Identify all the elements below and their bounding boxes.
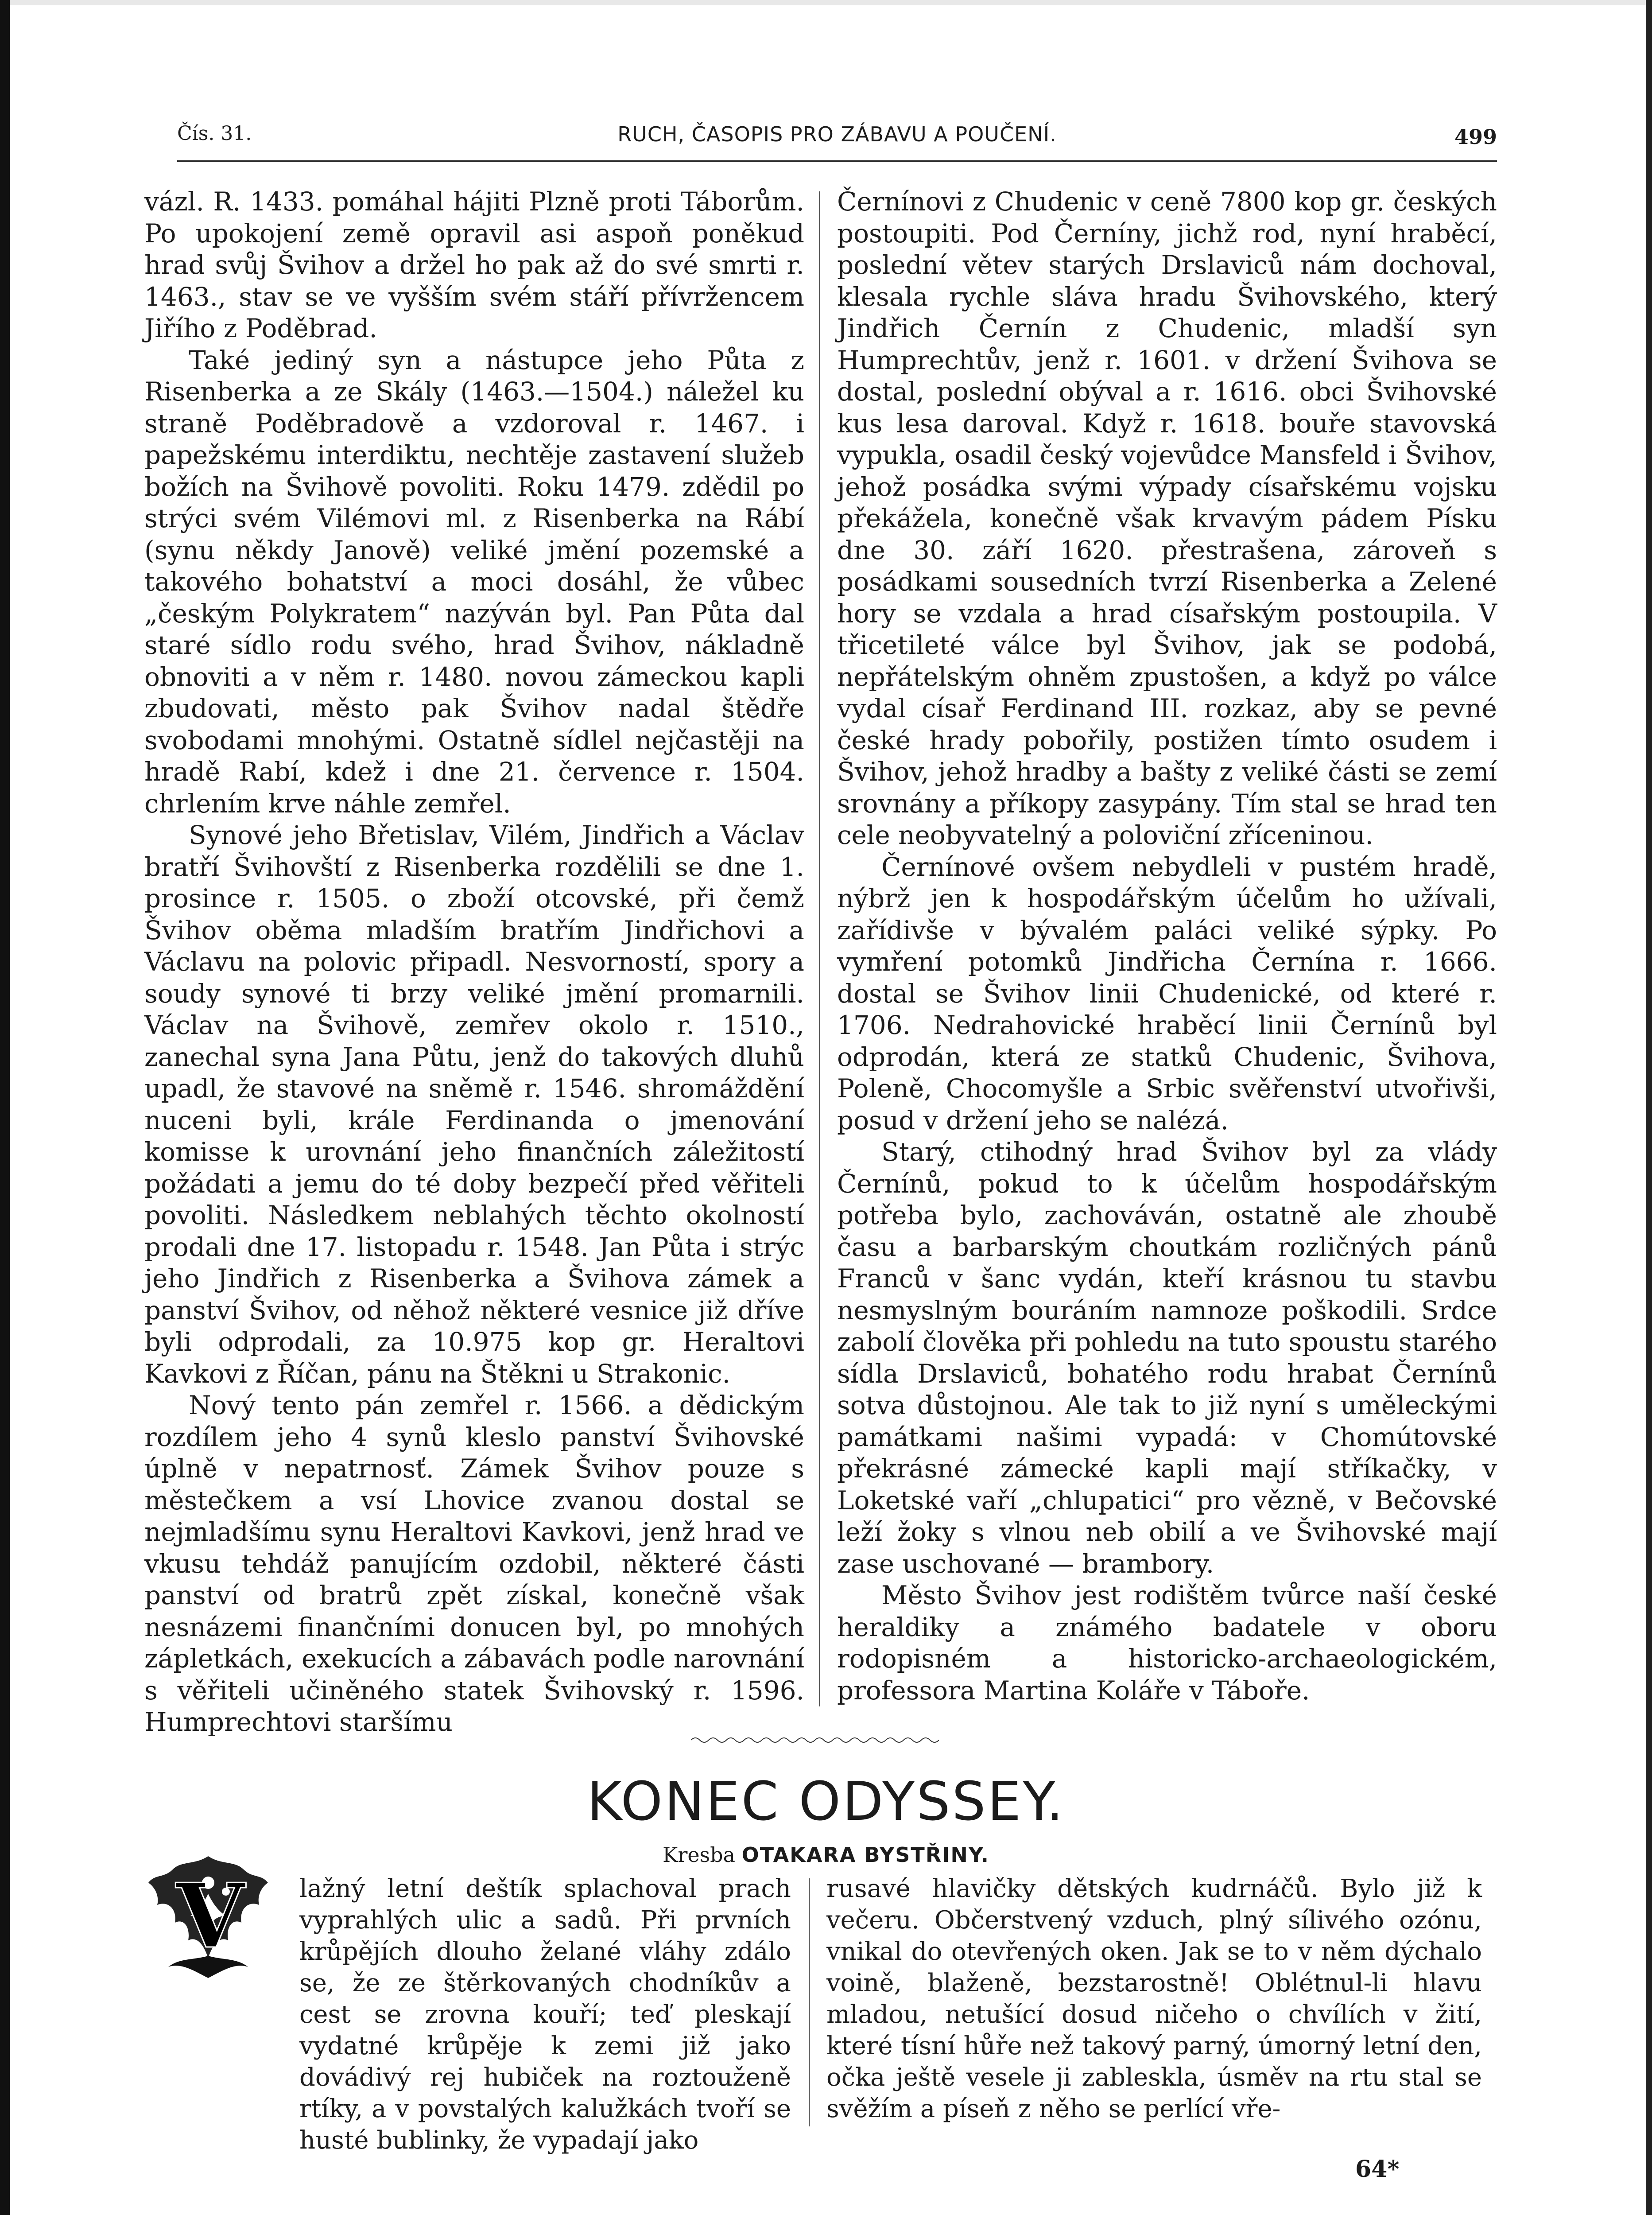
paragraph: Černínovi z Chudenic v ceně 7800 kop gr. českých postoupiti. Pod Černíny, jichž rod, nyní hraběcí, poslední větev starých Drslaviců nám dochoval, klesala rychle sláva hradu Švihovského, který Jindřich Černín z Chudenic, mladší syn Humprechtův, jenž r. 1601. v držení Švihova se dostal, poslední obýval a r. 1616. obci Švihovské kus lesa daroval. Když r. 1618. bouře stavovská vypukla, osadil český vojevůdce Mansfeld i Švihov, jehož posádka svými výpady císařskému vojsku překážela, konečně však krvavým pádem Písku dne 30. září 1620. přestrašena, zároveň s posádkami sousedních tvrzí Risenberka a Zelené hory se vzdala a hrad císařským postoupila. V třicetileté válce byl Švihov, jak se podobá, nepřátelským ohněm zpustošen, a když po válce vydal císař Ferdinand III. rozkaz, aby se pevné české hrady pobořily, postižen tímto osudem i Švihov, jehož hradby a bašty z veliké části se zemí srovnány a příkopy zasypány. Tím stal se hrad ten cele neobyvatelný a poloviční zříceninou. [837,187,1497,850]
story-paragraph: rusavé hlavičky dětských kudrnáčů. Bylo již k večeru. Občerstvený vzduch, plný sílivého ozónu, vnikal do otevřených oken. Jak se to v něm dýchalo voině, blaženě, bezstarostně! Oblétnul-li hlavu mladou, netušící dosud ničeho o chvílích v žití, které tísní hůře než takový parný, úmorný letní den, očka ještě vesele ji zableskla, úsměv na rtu stal se svěžím a píseň z něho se perlící vře- [826,1874,1482,2123]
paragraph: Také jediný syn a nástupce jeho Půta z Risenberka a ze Skály (1463.—1504.) náležel ku straně Poděbradově a vzdoroval r. 1467. i papežskému interdiktu, nechtěje zastavení služeb božích na Švihově povoliti. Roku 1479. zdědil po strýci svém Vilémovi ml. z Risenberka na Rábí (synu někdy Janově) veliké jmění pozemské a takového bohatství a moci dosáhl, že vůbec „českým Polykratem“ nazýván byl. Pan Půta dal staré sídlo rodu svého, hrad Švihov, nákladně obnoviti a v něm r. 1480. novou zámeckou kapli zbudovati, město pak Švihov nadal štědře svobodami mnohými. Ostatně sídlel nejčastěji na hradě Rabí, kdež i dne 21. července r. 1504. chrlením krve náhle zemřel. [144,345,804,819]
article-column-left [144,186,804,1737]
scan-edge-left [0,0,10,2215]
byline-prefix: Kresba [662,1843,736,1867]
paragraph: vázl. R. 1433. pomáhal hájiti Plzně proti Táborům. Po upokojení země opravil asi aspoň poněkud hrad svůj Švihov a držel ho pak až do své smrti r. 1463., stav se ve vyšším svém stáří přívržencem Jiřího z Poděbrad. [144,187,804,343]
story-column-left [144,1873,791,2183]
running-header [177,122,1497,153]
story-column-divider [809,1878,810,2126]
issue-number: Čís. 31. [177,122,252,145]
paragraph: Starý, ctihodný hrad Švihov byl za vlády Černínů, pokud to k účelům hospodářským potřeba bylo, zachováván, ostatně ale zhoubě času a barbarským choutkám rozličných pánů Franců v šanc vydán, kteří krásnou tu stavbu nesmyslným bouráním namnoze poškodili. Srdce zabolí člověka při pohledu na tuto spoustu starého sídla Drslaviců, bohatého rodu hrabat Černínů sotva důstojnou. Ale tak to již nyní s uměleckými památkami našimi vypadá: v Chomútovské překrásné zámecké kapli mají stříkačky, v Loketské vaří „chlupatici“ pro vězně, v Bečovské leží žoky s vlnou neb obilí a ve Švihovské mají zase uschované — brambory. [837,1137,1497,1579]
paragraph: Nový tento pán zemřel r. 1566. a dědickým rozdílem jeho 4 synů kleslo panství Švihovské úplně v nepatrnosť. Zámek Švihov pouze s městečkem a vsí Lhovice zvanou dostal se nejmladšímu synu Heraltovi Kavkovi, jenž hrad ve vkusu tehdáž panujícím ozdobil, některé části panství od bratrů zpět získal, konečně však nesnázemi finančními donucen byl, po mnohých zápletkách, exekucích a zábavách podle narovnání s věřiteli učiněného statek Švihovský r. 1596. Humprechtovi staršímu [144,1390,804,1737]
section-ornament [691,1736,939,1745]
story-paragraph: lažný letní deštík splachoval prach vyprahlých ulic a sadů. Při prvních krůpějích dlouho želané vláhy zdálo se, že ze štěrkovaných chodníkův a cest se zrovna kouří; teď pleskají vydatné krůpěje k zemi již jako dovádivý rej hubiček na roztouženě rtíky, a v povstalých kalužkách tvoří se husté bublinky, že vypadají jako [299,1874,791,2155]
header-rule [177,160,1497,162]
story-column-right [826,1873,1482,2121]
column-divider [819,191,820,1706]
paragraph: Černínové ovšem nebydleli v pustém hradě, nýbrž jen k hospodářským účelům ho užívali, zařídivše v bývalém paláci veliké sýpky. Po vymření potomků Jindřicha Černína r. 1666. dostal se Švihov linii Chudenické, od které r. 1706. Nedrahovické hraběcí linii Černínů byl odprodán, která ze statků Chudenic, Švihova, Poleně, Chocomyšle a Srbic svěřenství utvořivši, posud v držení jeho se nalézá. [837,851,1497,1135]
byline-author: OTAKARA BYSTŘINY. [741,1843,990,1867]
article-column-right [837,186,1497,1719]
signature-mark: 64* [1355,2156,1400,2183]
initial-letter: V [176,1864,245,1968]
story-title: KONEC ODYSSEY. [587,1771,1065,1833]
paragraph: Město Švihov jest rodištěm tvůrce naší české heraldiky a známého badatele v oboru rodopisném a historicko-archaeologickém, professora Martina Koláře v Táboře. [837,1580,1497,1706]
page-number: 499 [1454,125,1497,149]
journal-title: RUCH, ČASOPIS PRO ZÁBAVU A POUČENÍ. [617,122,1057,146]
scan-edge-right [1646,0,1652,2215]
paragraph: Synové jeho Břetislav, Vilém, Jindřich a Václav bratří Švihovští z Risenberka rozdělili se dne 1. prosince r. 1505. o zboží otcovské, při čemž Švihov oběma mladším bratřím Jindřichovi a Václavu na polovic připadl. Nesvorností, spory a soudy synové ti brzy veliké jmění promarnili. Václav na Švihově, zemřev okolo r. 1510., zanechal syna Jana Půtu, jenž do takových dluhů upadl, že stavové na sněmě r. 1546. shromáždění nuceni byli, krále Ferdinanda o jmenování komisse k urovnání jeho finančních záležitostí požádati a jemu do té doby bezpečí před věřiteli povoliti. Následkem neblahých těchto okolností prodali dne 17. listopadu r. 1548. Jan Půta i strýc jeho Jindřich z Risenberka a Švihova zámek a panství Švihov, od něhož některé vesnice již dříve byli odprodali, za 10.975 kop gr. Heraltovi Kavkovi z Říčan, pánu na Štěkni u Strakonic. [144,820,804,1389]
scan-edge-top [0,0,1652,5]
